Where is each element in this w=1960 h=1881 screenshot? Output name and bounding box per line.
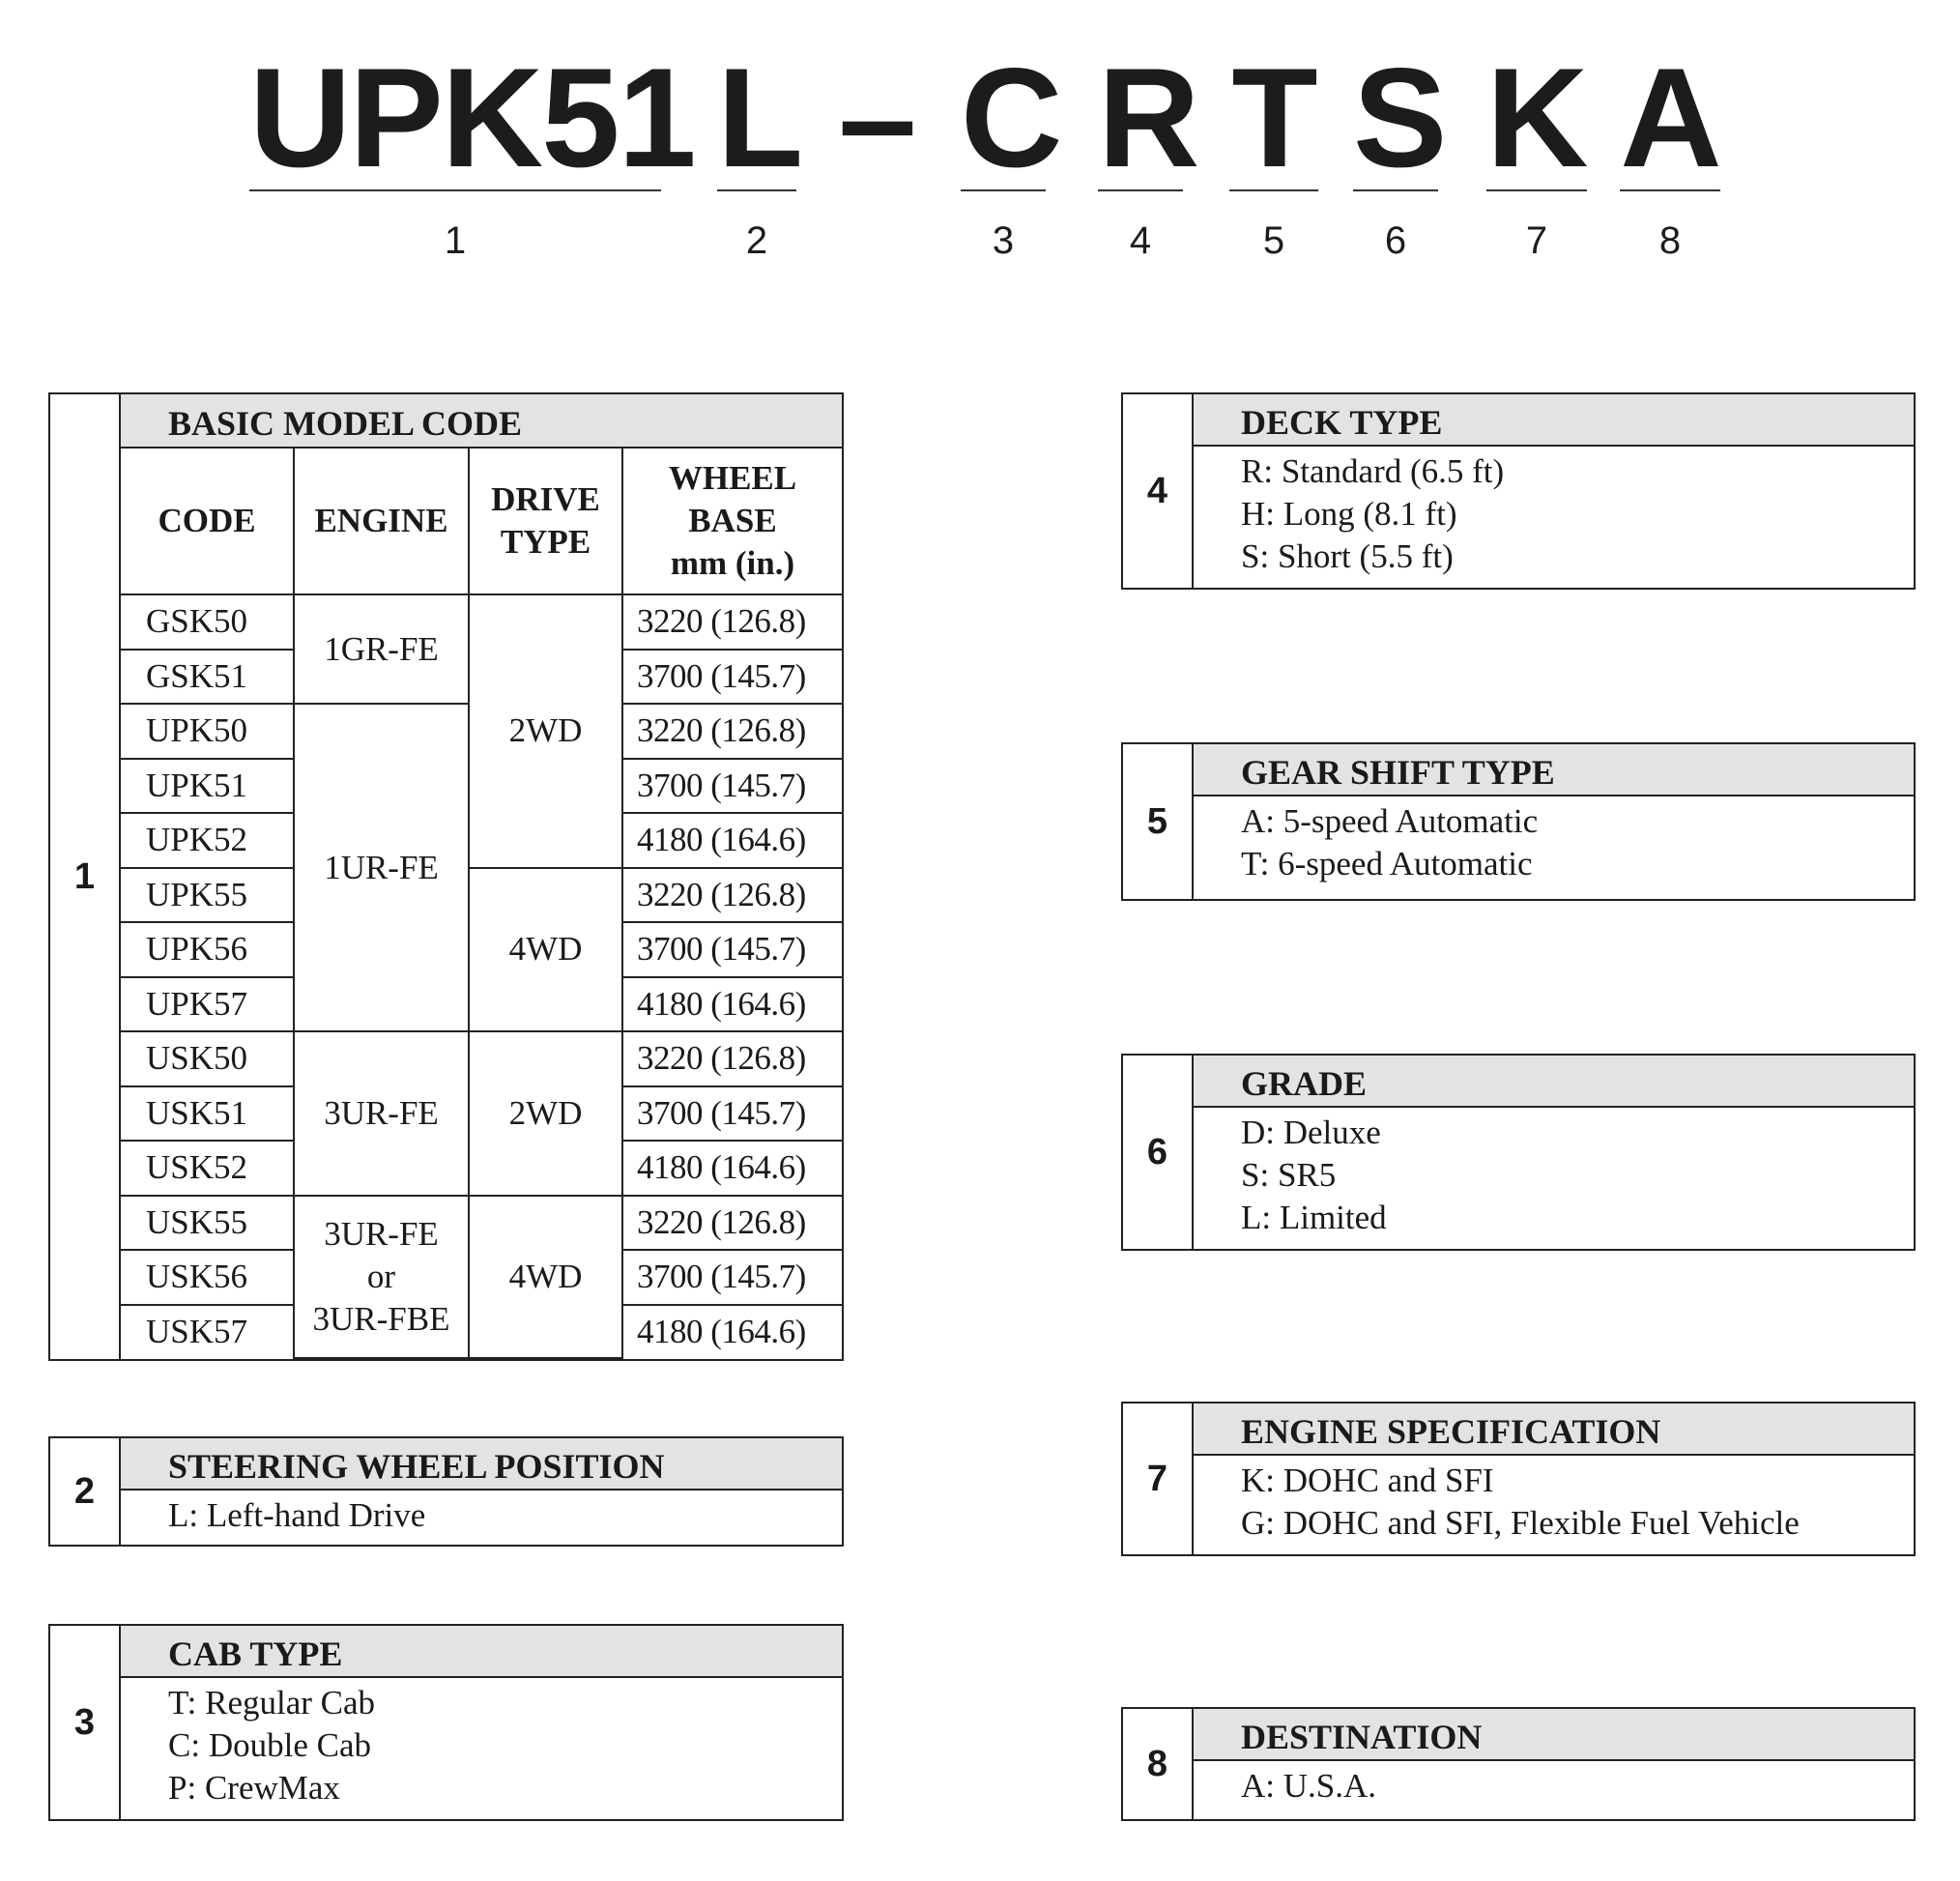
model-code-part-3: C [961,39,1061,196]
basic-model-code-section [48,392,844,1361]
position-number-4: 4 [1129,219,1152,262]
underline-6 [1353,189,1438,191]
section-title: ENGINE SPECIFICATION [1194,1404,1914,1456]
model-code-part-5: T [1231,39,1316,196]
table-row [121,1031,842,1086]
list-item: L: Left-hand Drive [168,1496,426,1534]
code-cell: UPK52 [121,813,294,868]
section-title: STEERING WHEEL POSITION [121,1438,842,1490]
wheel-base-cell: 3220 (126.8) [622,1196,842,1251]
list-item: A: U.S.A. [1241,1767,1377,1805]
section-title: DECK TYPE [1194,394,1914,447]
engine-cell: 3UR-FE [294,1031,469,1196]
model-code-part-6: S [1353,39,1446,196]
drive-type-cell: 2WD [469,1031,622,1196]
column-header-wheel-base: WHEEL BASE mm (in.) [622,449,842,594]
position-number-5: 5 [1262,219,1285,262]
position-number-3: 3 [992,219,1015,262]
position-number-1: 1 [444,219,467,262]
wheel-base-cell: 4180 (164.6) [622,1305,842,1359]
destination-section [1121,1707,1916,1821]
list-item: G: DOHC and SFI, Flexible Fuel Vehicle [1241,1504,1800,1542]
column-header-engine: ENGINE [294,449,469,594]
underline-4 [1098,189,1183,191]
code-cell: UPK55 [121,868,294,923]
code-cell: USK50 [121,1031,294,1086]
section-number: 1 [50,394,121,1359]
code-cell: USK55 [121,1196,294,1251]
position-number-8: 8 [1658,219,1682,262]
wheel-base-cell: 3700 (145.7) [622,650,842,705]
column-header-code: CODE [121,449,294,594]
wheel-base-cell: 3220 (126.8) [622,704,842,759]
section-number: 2 [50,1438,121,1545]
table-row [121,594,842,650]
underline-5 [1229,189,1318,191]
grade-section [1121,1054,1916,1251]
list-item: C: Double Cab [168,1726,371,1764]
table-row [121,868,842,923]
position-number-7: 7 [1525,219,1548,262]
code-cell: UPK57 [121,977,294,1032]
cab-type-section [48,1624,844,1821]
code-cell: GSK50 [121,594,294,650]
drive-type-cell: 4WD [469,868,622,1032]
model-code-part-1: UPK51 [249,39,695,196]
position-number-2: 2 [745,219,768,262]
wheel-base-cell: 3700 (145.7) [622,922,842,977]
code-cell: USK52 [121,1141,294,1196]
section-number: 7 [1123,1404,1194,1554]
list-item: L: Limited [1241,1199,1387,1236]
basic-model-code-table [121,449,842,1359]
list-item: T: 6-speed Automatic [1241,845,1533,883]
model-code-part-4: R [1098,39,1198,196]
code-cell: UPK51 [121,759,294,814]
engine-cell: 1UR-FE [294,704,469,1031]
column-header-drive-type: DRIVE TYPE [469,449,622,594]
table-row [121,1196,842,1251]
engine-specification-section [1121,1402,1916,1556]
gear-shift-type-section [1121,742,1916,901]
underline-7 [1486,189,1587,191]
list-item: D: Deluxe [1241,1114,1381,1151]
wheel-base-cell: 4180 (164.6) [622,977,842,1032]
engine-cell: 3UR-FE or 3UR-FBE [294,1196,469,1359]
list-item: A: 5-speed Automatic [1241,802,1539,840]
wheel-base-cell: 4180 (164.6) [622,813,842,868]
section-title: CAB TYPE [121,1626,842,1678]
section-number: 3 [50,1626,121,1819]
list-item: P: CrewMax [168,1769,340,1807]
model-code-part-8: A [1620,39,1720,196]
wheel-base-cell: 3700 (145.7) [622,1086,842,1142]
drive-type-cell: 2WD [469,594,622,868]
section-title: DESTINATION [1194,1709,1914,1761]
wheel-base-cell: 4180 (164.6) [622,1141,842,1196]
code-cell: USK57 [121,1305,294,1359]
engine-cell: 1GR-FE [294,594,469,704]
code-cell: UPK56 [121,922,294,977]
wheel-base-cell: 3700 (145.7) [622,1250,842,1305]
code-cell: GSK51 [121,650,294,705]
wheel-base-cell: 3700 (145.7) [622,759,842,814]
section-number: 8 [1123,1709,1194,1819]
list-item: S: SR5 [1241,1156,1337,1194]
code-cell: UPK50 [121,704,294,759]
drive-type-cell: 4WD [469,1196,622,1359]
section-title: GRADE [1194,1056,1914,1108]
model-code-part-2: L [717,39,802,196]
underline-3 [961,189,1046,191]
underline-8 [1620,189,1720,191]
section-number: 4 [1123,394,1194,588]
wheel-base-cell: 3220 (126.8) [622,594,842,650]
section-number: 5 [1123,744,1194,899]
section-title: GEAR SHIFT TYPE [1194,744,1914,796]
underline-1 [249,189,661,191]
list-item: H: Long (8.1 ft) [1241,495,1457,533]
wheel-base-cell: 3220 (126.8) [622,1031,842,1086]
position-number-6: 6 [1384,219,1407,262]
list-item: S: Short (5.5 ft) [1241,537,1454,575]
list-item: T: Regular Cab [168,1684,376,1722]
steering-wheel-position-section [48,1436,844,1547]
list-item: R: Standard (6.5 ft) [1241,452,1505,490]
list-item: K: DOHC and SFI [1241,1461,1494,1499]
section-number: 6 [1123,1056,1194,1249]
model-code-part-7: K [1486,39,1587,196]
code-cell: USK51 [121,1086,294,1142]
model-code-dash: – [838,39,915,196]
underline-2 [717,189,796,191]
section-title: BASIC MODEL CODE [121,394,842,449]
deck-type-section [1121,392,1916,590]
code-cell: USK56 [121,1250,294,1305]
table-header-row [121,449,842,594]
wheel-base-cell: 3220 (126.8) [622,868,842,923]
